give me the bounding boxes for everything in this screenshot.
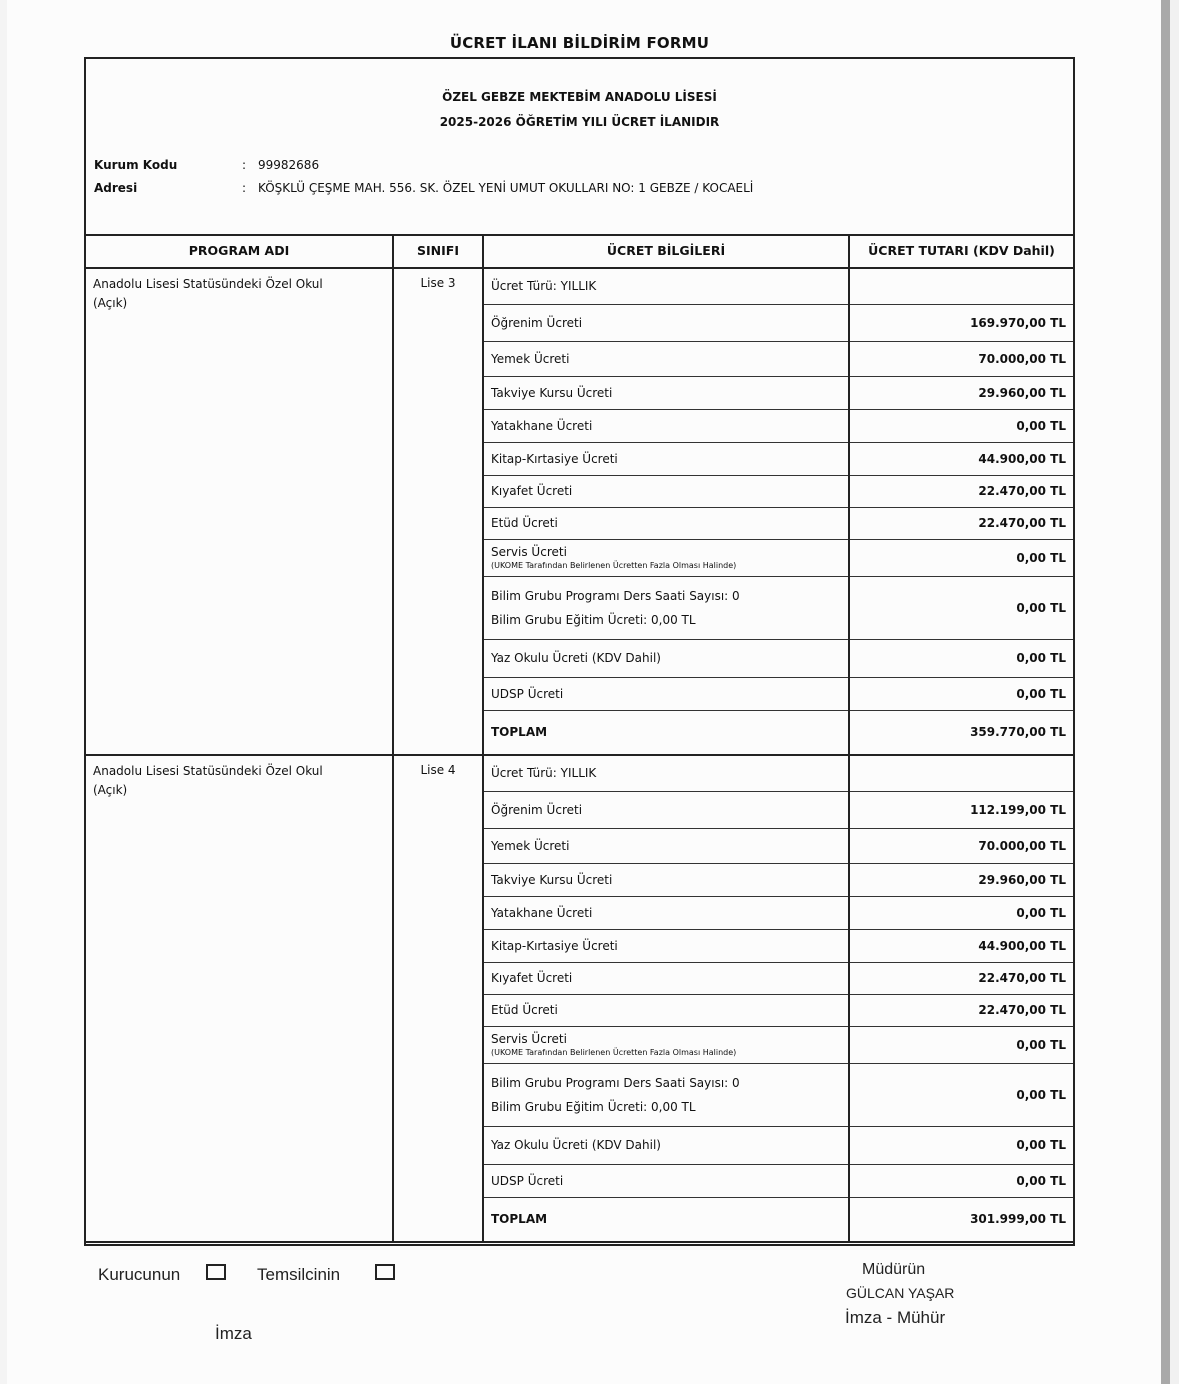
fee-amount: 0,00 TL [849,639,1073,677]
fee-label-cell [483,863,849,896]
fee-label-cell [483,409,849,442]
fee-label-cell [483,962,849,994]
total-amount: 301.999,00 TL [849,1197,1073,1242]
adres-value: KÖŞKLÜ ÇEŞME MAH. 556. SK. ÖZEL YENİ UMUT OKULLARI NO: 1 GEBZE / KOCAELİ [258,181,754,195]
fee-amount [849,268,1073,304]
class-cell: Lise 3 [393,268,483,755]
fee-amount: 44.900,00 TL [849,929,1073,962]
program-name-cell [86,755,393,1242]
fee-label: Yaz Okulu Ücreti (KDV Dahil) [491,651,661,665]
fee-label: Kitap-Kırtasiye Ücreti [491,451,618,466]
class-cell: Lise 4 [393,755,483,1242]
program-name: Anadolu Lisesi Statüsündeki Özel Okul [93,764,323,778]
fee-label-cell [483,1126,849,1164]
fee-amount: 0,00 TL [849,1164,1073,1197]
fee-amount [849,755,1073,791]
header-class: SINIFI [393,234,483,268]
fee-label-cell [483,576,849,639]
kurucunun-label: Kurucunun [98,1265,181,1284]
fee-amount: 0,00 TL [849,539,1073,576]
mudurun-label: Müdürün [862,1261,926,1278]
fee-amount: 0,00 TL [849,1063,1073,1126]
fee-label-secondary: Bilim Grubu Eğitim Ücreti: 0,00 TL [491,1099,696,1114]
fee-label-cell [483,376,849,409]
fee-label-cell [483,828,849,863]
fee-amount: 169.970,00 TL [849,304,1073,341]
fee-table [86,234,1073,1243]
fee-label-cell [483,268,849,304]
fee-form [84,57,1075,1246]
fee-label: TOPLAM [491,725,548,740]
fee-label-cell [483,1197,849,1242]
kurum-kodu-value: 99982686 [258,158,320,172]
fee-label-cell [483,791,849,828]
fee-amount: 0,00 TL [849,896,1073,929]
fee-label: Yaz Okulu Ücreti (KDV Dahil) [491,1138,661,1152]
fee-label-cell [483,442,849,475]
form-title: ÜCRET İLANI BİLDİRİM FORMU [449,34,710,52]
principal-name: GÜLCAN YAŞAR [846,1285,955,1301]
academic-year-title: 2025-2026 ÖĞRETİM YILI ÜCRET İLANIDIR [439,115,720,129]
fee-label-cell [483,1026,849,1063]
fee-label-secondary: Bilim Grubu Eğitim Ücreti: 0,00 TL [491,612,696,627]
temsilcinin-label: Temsilcinin [257,1265,341,1284]
fee-label: Bilim Grubu Programı Ders Saati Sayısı: 0 [491,588,740,603]
fee-label: Yatakhane Ücreti [491,418,593,433]
fee-note: (UKOME Tarafından Belirlenen Ücretten Fazla Olması Halinde) [491,561,737,570]
school-name: ÖZEL GEBZE MEKTEBİM ANADOLU LİSESİ [442,90,717,104]
form-header [86,59,1073,236]
fee-label-cell [483,507,849,539]
fee-label-cell [483,341,849,376]
fee-label: TOPLAM [491,1212,548,1227]
header-program: PROGRAM ADI [86,234,393,268]
kurum-kodu-label: Kurum Kodu [94,158,178,172]
fee-amount: 22.470,00 TL [849,507,1073,539]
program-name: Anadolu Lisesi Statüsündeki Özel Okul [93,277,323,291]
fee-label-cell [483,755,849,791]
fee-amount: 29.960,00 TL [849,376,1073,409]
header-fee-amount: ÜCRET TUTARI (KDV Dahil) [849,234,1073,268]
imza-muhur-label: İmza - Mühür [845,1308,946,1327]
fee-label-cell [483,1063,849,1126]
fee-label: Etüd Ücreti [491,1003,558,1017]
fee-amount: 0,00 TL [849,1126,1073,1164]
fee-amount: 0,00 TL [849,677,1073,710]
fee-label-cell [483,304,849,341]
fee-amount: 0,00 TL [849,1026,1073,1063]
fee-label: Kitap-Kırtasiye Ücreti [491,938,618,953]
fee-amount: 22.470,00 TL [849,994,1073,1026]
fee-amount: 0,00 TL [849,576,1073,639]
fee-label-cell [483,929,849,962]
fee-label-cell [483,896,849,929]
fee-label-cell [483,639,849,677]
imza-label: İmza [215,1324,252,1343]
fee-label-cell [483,1164,849,1197]
fee-label: Etüd Ücreti [491,516,558,530]
fee-label: Yemek Ücreti [491,838,570,853]
fee-label: Öğrenim Ücreti [491,802,583,817]
fee-label: Kıyafet Ücreti [491,971,573,985]
scrollbar[interactable] [1161,0,1170,1384]
separator: : [242,181,247,195]
program-status: (Açık) [93,296,128,310]
fee-row [86,755,1073,791]
fee-note: (UKOME Tarafından Belirlenen Ücretten Fazla Olması Halinde) [491,1048,737,1057]
fee-label: Servis Ücreti [491,545,567,559]
fee-label: Ücret Türü: YILLIK [491,279,597,294]
program-status: (Açık) [93,783,128,797]
fee-label: Yatakhane Ücreti [491,905,593,920]
fee-amount: 29.960,00 TL [849,863,1073,896]
fee-label-cell [483,539,849,576]
fee-amount: 44.900,00 TL [849,442,1073,475]
fee-label: UDSP Ücreti [491,686,564,701]
total-amount: 359.770,00 TL [849,710,1073,755]
fee-label: Kıyafet Ücreti [491,484,573,498]
fee-label-cell [483,994,849,1026]
fee-label: Takviye Kursu Ücreti [491,385,613,400]
fee-label: Ücret Türü: YILLIK [491,766,597,781]
fee-amount: 22.470,00 TL [849,962,1073,994]
fee-row [86,268,1073,304]
header-fee-info: ÜCRET BİLGİLERİ [483,234,849,268]
fee-label: UDSP Ücreti [491,1173,564,1188]
temsilcinin-checkbox[interactable] [375,1264,395,1280]
fee-amount: 22.470,00 TL [849,475,1073,507]
fee-amount: 0,00 TL [849,409,1073,442]
table-header-row [86,234,1073,268]
fee-label: Takviye Kursu Ücreti [491,872,613,887]
separator: : [242,158,247,172]
page-left-gutter [0,0,7,1384]
fee-label: Öğrenim Ücreti [491,315,583,330]
kurucunun-checkbox[interactable] [206,1264,226,1280]
fee-label-cell [483,677,849,710]
fee-label-cell [483,710,849,755]
fee-amount: 70.000,00 TL [849,341,1073,376]
fee-label: Servis Ücreti [491,1032,567,1046]
fee-label: Yemek Ücreti [491,351,570,366]
fee-label-cell [483,475,849,507]
page-right-gutter [1170,0,1179,1384]
program-name-cell [86,268,393,755]
fee-amount: 112.199,00 TL [849,791,1073,828]
fee-label: Bilim Grubu Programı Ders Saati Sayısı: 0 [491,1075,740,1090]
adres-label: Adresi [94,181,138,195]
fee-amount: 70.000,00 TL [849,828,1073,863]
